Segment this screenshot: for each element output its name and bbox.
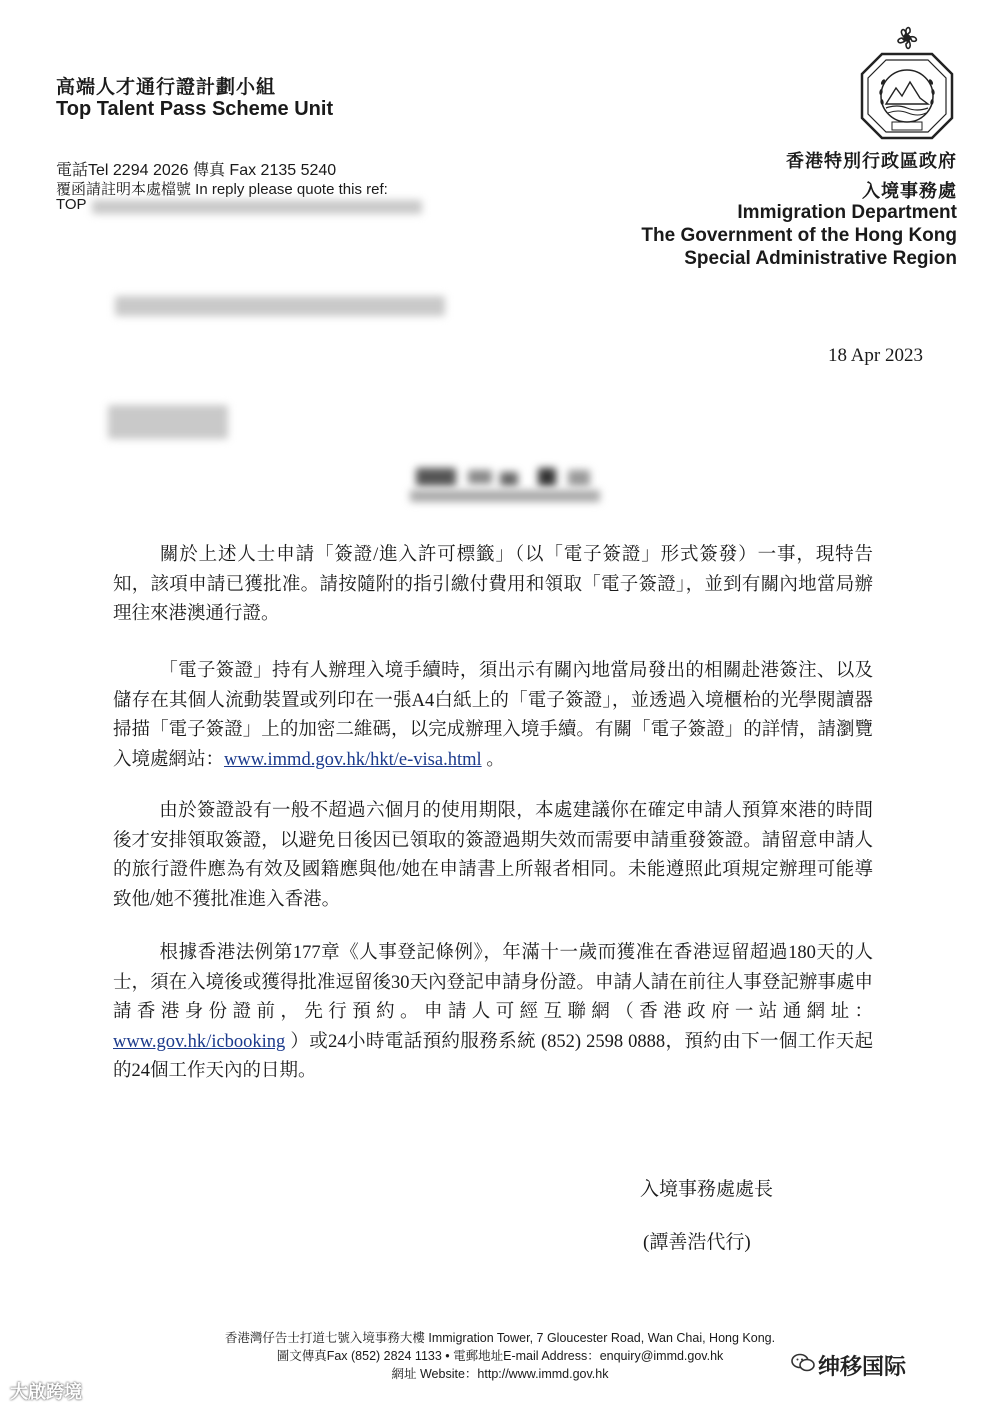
government-name-english-line1: The Government of the Hong Kong xyxy=(641,225,957,246)
icbooking-link[interactable]: www.gov.hk/icbooking xyxy=(113,1031,286,1052)
footer-address: 香港灣仔告士打道七號入境事務大樓 Immigration Tower, 7 Gloucester Road, Wan Chai, Hong Kong. xyxy=(224,1331,776,1345)
footer-contact: 圖文傳真Fax (852) 2824 1133 • 電郵地址E-mail Address：enquiry@immd.gov.hk xyxy=(276,1349,724,1363)
contact-phone-fax: 電話Tel 2294 2026 傳真 Fax 2135 5240 xyxy=(56,162,337,179)
reference-number-prefix: TOP xyxy=(56,196,87,213)
reference-prompt: 覆函請註明本處檔號 In reply please quote this ref: xyxy=(56,181,388,198)
redacted-subject-line xyxy=(410,466,600,506)
redacted-salutation xyxy=(108,405,228,439)
redacted-reference-number xyxy=(92,200,422,214)
immigration-department-crest-icon xyxy=(852,22,962,142)
paragraph-identity-card: 根據香港法例第177章《人事登記條例》，年滿十一歲而獲准在香港逗留超過180天的人士，須在入境後或獲得批准逗留後30天內登記申請身份證。申請人請在前往人事登記辦事處申請香港身份證前，先行預約。申請人可經互聯網（香港政府一站通網址：www.gov.hk/icbooking ）或24小時電話預約服務系統 (852) 2598 0888，預約由下一個工作天起的24個工作天內的日期。 xyxy=(113,943,873,1081)
paragraph-validity: 由於簽證設有一般不超過六個月的使用期限，本處建議你在確定申請人預算來港的時間後才安排領取簽證，以避免日後因已領取的簽證過期失效而需要申請重發簽證。請留意申請人的旅行證件應為有效及國籍應與他/她在申請書上所報者相同。未能遵照此項規定辦理可能導致他/她不獲批准進入香港。 xyxy=(113,801,873,910)
watermark-right: 绅移国际 xyxy=(818,1354,907,1379)
department-name-english: Immigration Department xyxy=(737,202,957,223)
unit-name-chinese: 高端人才通行證計劃小組 xyxy=(56,77,277,98)
paragraph-e-visa-entry: 「電子簽證」持有人辦理入境手續時，須出示有關內地當局發出的相關赴港簽注、以及儲存在其個人流動裝置或列印在一張A4白紙上的「電子簽證」，並透過入境櫃枱的光學閱讀器掃描「電子簽證」上的加密二維碼，以完成辦理入境手續。有關「電子簽證」的詳情，請瀏覽入境處網站：www.immd.gov.hk/hkt/e-visa.html 。 xyxy=(113,661,873,770)
signatory-name: (譚善浩代行) xyxy=(643,1232,751,1253)
footer-website: 網址 Website：http://www.immd.gov.hk xyxy=(391,1367,609,1381)
e-visa-link[interactable]: www.immd.gov.hk/hkt/e-visa.html xyxy=(224,749,482,770)
watermark-left: 大啟跨境 xyxy=(10,1382,82,1402)
paragraph-approval: 關於上述人士申請「簽證/進入許可標籤」（以「電子簽證」形式簽發）一事，現特告知，該項申請已獲批准。請按隨附的指引繳付費用和領取「電子簽證」，並到有關內地當局辦理往來港澳通行證。 xyxy=(113,545,873,624)
unit-name-english: Top Talent Pass Scheme Unit xyxy=(56,98,334,120)
government-name-english-line2: Special Administrative Region xyxy=(684,248,957,269)
redacted-recipient-address xyxy=(115,296,445,316)
department-name-chinese: 入境事務處 xyxy=(862,181,957,201)
government-name-chinese: 香港特別行政區政府 xyxy=(786,151,957,171)
letter-date: 18 Apr 2023 xyxy=(828,345,923,366)
signatory-title: 入境事務處處長 xyxy=(640,1179,774,1200)
wechat-icon xyxy=(790,1350,816,1376)
